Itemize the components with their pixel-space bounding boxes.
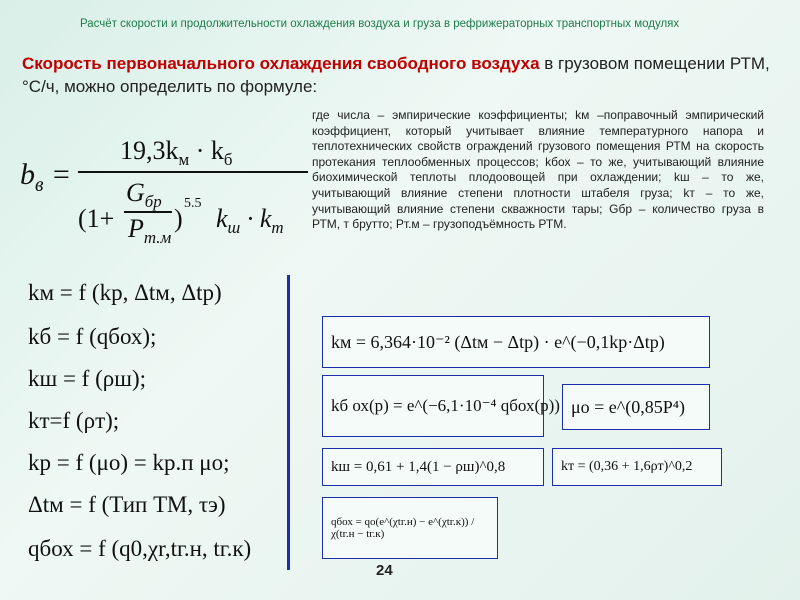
formula-box-ksh: kш = 0,61 + 1,4(1 − ρш)^0,8 — [322, 448, 544, 486]
vertical-divider — [287, 275, 290, 570]
main-formula — [20, 130, 310, 260]
formula-box-kt: kт = (0,36 + 1,6ρт)^0,2 — [552, 448, 722, 486]
def-qb: qбох = f (q0,χr,tг.н, tг.к) — [28, 536, 252, 561]
coefficients-description: где числа – эмпирические коэффициенты; kм –поправочный эмпирический коэффициент, который учитывает влияние температурного напора и теплотехнических свойств ограждений грузового помещения РТМ на скорость протекания теплообменных процессов; kбох – то же, учитывающий влияние биохимической теплоты плодоовощей при охлаждении; kш – то же, учитывающий влияние степени плотности штабеля груза; kт – то же, учитывающий влияние степени скважности тары; Gбр – количество груза в РТМ, т брутто; Pт.м – грузоподъёмность РТМ. — [312, 108, 764, 232]
inner-frac-num: $G_{бр}$ — [126, 178, 162, 212]
slide-number: 24 — [376, 562, 393, 579]
formula-box-km: kм = 6,364·10⁻² (Δtм − Δtр) · e^(−0,1kр·Δtр) — [322, 316, 710, 368]
formula-numerator: $19,3k_м \cdot k_б$ — [120, 136, 233, 170]
formula-box-kb: kб ох(р) = e^(−6,1·10⁻⁴ qбох(р)) — [322, 375, 544, 437]
formula-box-qb: qбох = qо(e^(χtг.н) − e^(χtг.к)) / χ(tг.н − tг.к) — [322, 497, 498, 559]
def-ksh: kш = f (ρш); — [28, 366, 146, 391]
inner-frac-den: $P_{т.м}$ — [128, 214, 172, 248]
formula-denominator: (1+ $G_{бр}$ $P_{т.м}$ ) 5.5 $k_ш \cdot k_т$ — [78, 178, 284, 248]
title-accent: Скорость первоначального охлаждения свободного воздуха — [22, 54, 540, 73]
def-kb: kб = f (qбох); — [28, 324, 157, 349]
title-rest: в грузовом помещении РТМ, °С/ч, можно определить по формуле: — [22, 54, 770, 96]
def-dtm: Δtм = f (Тип ТМ, τэ) — [28, 492, 226, 517]
formula-fraction-bar — [78, 171, 308, 173]
slide-header: Расчёт скорости и продолжительности охлаждения воздуха и груза в рефрижераторных транспортных модулях — [80, 18, 680, 30]
def-kr: kр = f (μо) = kр.п μо; — [28, 450, 230, 475]
def-kt: kт=f (ρт); — [28, 408, 120, 433]
formula-lhs: $b_в$ = — [20, 158, 72, 196]
slide-title — [22, 52, 782, 98]
formula-box-mu: μо = e^(0,85P⁴) — [562, 384, 710, 430]
def-km: kм = f (kр, Δtм, Δtр) — [28, 280, 222, 305]
